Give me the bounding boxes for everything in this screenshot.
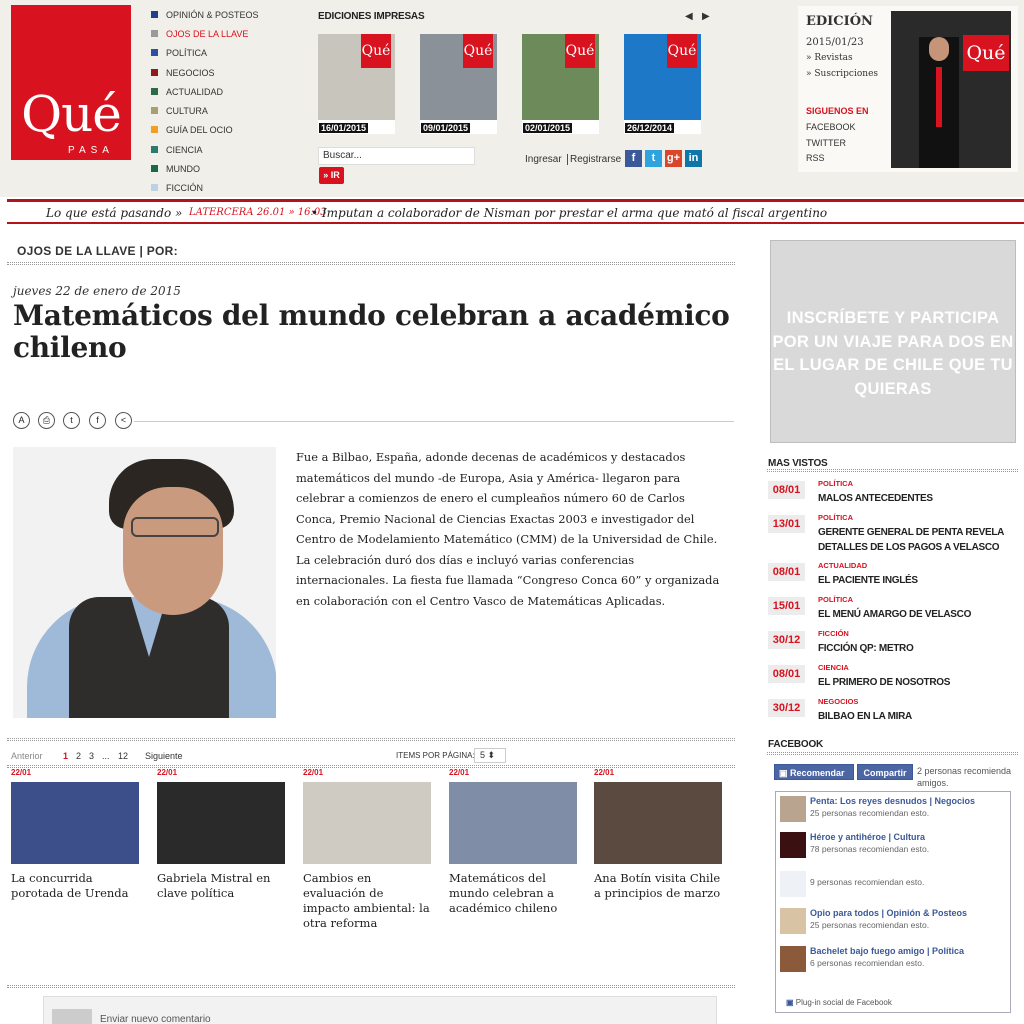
card-image	[303, 782, 431, 864]
fb-item[interactable]	[780, 796, 1010, 826]
related-card[interactable]	[446, 768, 576, 915]
most-viewed-item[interactable]	[768, 665, 1018, 699]
avatar	[52, 1009, 92, 1024]
mv-category: ACTUALIDAD	[818, 561, 868, 570]
recommend-button[interactable]	[774, 764, 854, 780]
divider	[7, 985, 735, 988]
cover-face	[929, 37, 949, 61]
nav-item[interactable]	[151, 6, 281, 23]
card-image	[157, 782, 285, 864]
comment-box[interactable]	[43, 996, 717, 1024]
cover-brand: Qué	[963, 35, 1009, 71]
card-image	[11, 782, 139, 864]
nav-item[interactable]	[151, 44, 281, 61]
que-pasa-logo[interactable]	[11, 5, 131, 160]
siguenos-label: SIGUENOS EN	[806, 106, 869, 116]
card-caption: La concurrida porotada de Urenda	[11, 871, 129, 900]
divider	[7, 262, 735, 265]
most-viewed-item[interactable]	[768, 699, 1018, 733]
cover-tie	[936, 67, 942, 127]
nav-bullet-icon	[151, 107, 158, 114]
nav-bullet-icon	[151, 165, 158, 172]
twitter-share-icon[interactable]: t	[63, 412, 80, 429]
mv-date: 15/01	[768, 597, 805, 615]
card-caption: Matemáticos del mundo celebran a académico chileno	[449, 871, 558, 915]
fb-item[interactable]	[780, 908, 1010, 938]
nav-bullet-icon	[151, 184, 158, 191]
nav-label: MUNDO	[166, 163, 200, 174]
card-date: 22/01	[303, 768, 324, 777]
related-card[interactable]	[154, 768, 284, 900]
facebook-plugin-footer[interactable]	[786, 998, 892, 1007]
nav-bullet-icon	[151, 126, 158, 133]
nav-label: CULTURA	[166, 105, 208, 116]
fb-count: 78 personas recomiendan esto.	[810, 844, 930, 854]
mv-title: EL PRIMERO DE NOSOTROS	[818, 677, 951, 688]
search-input[interactable]: Buscar...	[318, 147, 475, 165]
ad-text: INSCRÍBETE Y PARTICIPA POR UN VIAJE PARA DOS EN EL LUGAR DE CHILE QUE TU QUIERAS	[772, 309, 1014, 398]
mv-title: EL MENÚ AMARGO DE VELASCO	[818, 609, 972, 620]
fb-footer-label: Plug-in social de Facebook	[795, 998, 892, 1007]
mv-category: FICCIÓN	[818, 629, 849, 638]
most-viewed-item[interactable]	[768, 563, 1018, 597]
article-date: jueves 22 de enero de 2015	[13, 284, 181, 298]
revistas-link[interactable]: » Revistas	[806, 53, 853, 63]
nav-item[interactable]	[151, 160, 281, 177]
cover-brand: Qué	[667, 34, 697, 68]
nav-bullet-icon	[151, 30, 158, 37]
items-per-page-label: ITEMS POR PÁGINA:	[396, 751, 475, 760]
fb-item[interactable]	[780, 871, 1010, 901]
related-card[interactable]	[591, 768, 721, 900]
font-size-icon[interactable]: A	[13, 412, 30, 429]
mv-title: GERENTE GENERAL DE PENTA REVELA DETALLES DE LOS PAGOS A VELASCO	[818, 527, 1004, 553]
nav-item[interactable]	[151, 179, 281, 196]
ediciones-impresas-title: EDICIONES IMPRESAS	[318, 11, 425, 22]
items-per-page-select[interactable]: 5 ⬍	[474, 748, 506, 763]
mv-date: 08/01	[768, 481, 805, 499]
fb-thumb	[780, 946, 806, 972]
ticker-source[interactable]: LATERCERA 26.01 » 16:03	[189, 207, 327, 218]
fb-thumb	[780, 796, 806, 822]
twitter-icon[interactable]: t	[645, 150, 662, 167]
card-date: 22/01	[11, 768, 32, 777]
pager-page-2[interactable]: 2	[76, 751, 82, 761]
nav-label: CIENCIA	[166, 144, 203, 155]
fb-item[interactable]	[780, 832, 1010, 862]
ticker-divider	[7, 222, 1024, 224]
fb-count: 25 personas recomiendan esto.	[810, 808, 930, 818]
divider	[7, 738, 735, 741]
current-edition-cover[interactable]	[891, 11, 1011, 168]
comment-label: Enviar nuevo comentario	[100, 1014, 211, 1024]
prev-arrow-icon[interactable]: ◀	[685, 11, 693, 22]
fb-count: 6 personas recomiendan esto.	[810, 958, 925, 968]
section-label: OJOS DE LA LLAVE | POR:	[17, 244, 178, 258]
mv-category: NEGOCIOS	[818, 697, 859, 706]
nav-label: NEGOCIOS	[166, 67, 215, 78]
cover-brand: Qué	[463, 34, 493, 68]
fb-item[interactable]	[780, 946, 1010, 976]
linkedin-icon[interactable]: in	[685, 150, 702, 167]
pager-page-3[interactable]: 3	[89, 751, 95, 761]
edition-cover[interactable]	[624, 34, 701, 134]
edition-title: EDICIÓN	[806, 14, 873, 29]
pager-previous[interactable]: Anterior	[11, 751, 43, 761]
divider	[134, 421, 734, 422]
article-photo	[13, 447, 276, 718]
facebook-share-icon[interactable]: f	[89, 412, 106, 429]
twitter-follow-link[interactable]: TWITTER	[806, 138, 846, 148]
mv-date: 08/01	[768, 665, 805, 683]
nav-label: GUÍA DEL OCIO	[166, 124, 233, 135]
nav-label: FICCIÓN	[166, 182, 203, 193]
mv-category: POLÍTICA	[818, 513, 853, 522]
divider	[767, 469, 1018, 472]
fb-count: 25 personas recomiendan esto.	[810, 920, 930, 930]
card-date: 22/01	[157, 768, 178, 777]
logo-word: Qué	[21, 85, 121, 143]
fb-count: 9 personas recomiendan esto.	[810, 877, 925, 887]
fb-link[interactable]: Héroe y antihéroe | Cultura	[810, 832, 926, 842]
card-caption: Cambios en evaluación de impacto ambiental: la otra reforma	[303, 871, 430, 930]
nav-bullet-icon	[151, 69, 158, 76]
most-viewed-item[interactable]	[768, 631, 1018, 665]
nav-label: POLÍTICA	[166, 47, 208, 58]
ticker-label: Lo que está pasando »	[46, 206, 183, 220]
card-date: 22/01	[449, 768, 470, 777]
mv-category: POLÍTICA	[818, 479, 853, 488]
most-viewed-item[interactable]	[768, 513, 1018, 553]
edition-cover[interactable]	[420, 34, 497, 134]
next-arrow-icon[interactable]: ▶	[702, 11, 710, 22]
pager-next[interactable]: Siguiente	[145, 751, 183, 761]
facebook-follow-link[interactable]: FACEBOOK	[806, 122, 856, 132]
facebook-title: FACEBOOK	[768, 739, 824, 750]
fb-thumb	[780, 908, 806, 934]
card-date: 22/01	[594, 768, 615, 777]
most-viewed-item[interactable]	[768, 481, 1018, 515]
mv-date: 13/01	[768, 515, 805, 533]
nav-label: ACTUALIDAD	[166, 86, 224, 97]
share-icon[interactable]: <	[115, 412, 132, 429]
share-button[interactable]: Compartir	[857, 764, 913, 780]
news-ticker	[7, 199, 1024, 223]
pager-page-12[interactable]: 12	[118, 751, 129, 761]
nav-label: OPINIÓN & POSTEOS	[166, 9, 259, 20]
article-title: Matemáticos del mundo celebran a académico chileno	[13, 299, 730, 364]
nav-bullet-icon	[151, 11, 158, 18]
mv-title: EL PACIENTE INGLÉS	[818, 575, 918, 586]
mv-category: CIENCIA	[818, 663, 849, 672]
article-body: Fue a Bilbao, España, adonde decenas de académicos y destacados matemáticos del mundo -de Europa, Asia y América- llegaron para celebrar a comienzos de enero el cumpleaños número 60 de Carlos Conca, Premio Nacional de Ciencias Exactas 2003 e investigador del Centro de Modelamiento Matemático (CMM) de la Universidad de Chile. La celebración duró dos días e incluyó varias conferencias internacionales. La fiesta fue llamada “Congreso Conca 60” y organizada en colaboración con el Centro Vasco de Matemáticas Aplicadas.	[296, 450, 720, 608]
cover-date: 09/01/2015	[423, 123, 469, 133]
mv-category: POLÍTICA	[818, 595, 853, 604]
login-link[interactable]: Ingresar	[525, 154, 562, 165]
suscripciones-link[interactable]: » Suscripciones	[806, 69, 879, 79]
facebook-icon[interactable]: f	[625, 150, 642, 167]
pager-ellipsis: ...	[102, 751, 110, 761]
card-image	[449, 782, 577, 864]
edition-cover[interactable]	[522, 34, 599, 134]
nav-item[interactable]	[151, 141, 281, 158]
googleplus-icon[interactable]: g+	[665, 150, 682, 167]
register-link[interactable]: Registrarse	[567, 154, 621, 165]
edition-cover[interactable]	[318, 34, 395, 134]
pager-page-1[interactable]: 1	[63, 751, 69, 761]
fb-link[interactable]: Opio para todos | Opinión & Posteos	[810, 908, 968, 918]
facebook-icon: ▣	[779, 768, 791, 778]
nav-bullet-icon	[151, 88, 158, 95]
cover-brand: Qué	[565, 34, 595, 68]
recommend-label: Recomendar	[790, 768, 845, 778]
nav-bullet-icon	[151, 49, 158, 56]
search-button[interactable]: » IR	[319, 167, 344, 184]
nav-item[interactable]	[151, 25, 281, 42]
mv-title: FICCIÓN QP: METRO	[818, 643, 914, 654]
fb-link[interactable]: Penta: Los reyes desnudos | Negocios	[810, 796, 976, 806]
logo-sub: PASA	[68, 145, 114, 156]
cover-date: 26/12/2014	[627, 123, 673, 133]
rss-link[interactable]: RSS	[806, 153, 825, 163]
card-caption: Gabriela Mistral en clave política	[157, 871, 271, 900]
divider	[767, 752, 1018, 755]
fb-recommend-count: 2 personas recomienda amigos.	[917, 766, 1012, 788]
cover-brand: Qué	[361, 34, 391, 68]
cover-date: 02/01/2015	[525, 123, 571, 133]
card-image	[594, 782, 722, 864]
mas-vistos-title: MAS VISTOS	[768, 458, 828, 469]
nav-item[interactable]	[151, 64, 281, 81]
mv-title: BILBAO EN LA MIRA	[818, 711, 912, 722]
mv-date: 30/12	[768, 699, 805, 717]
edition-date: 2015/01/23	[806, 37, 864, 48]
facebook-small-icon: ▣	[786, 998, 796, 1007]
nav-item[interactable]	[151, 121, 281, 138]
mv-date: 08/01	[768, 563, 805, 581]
nav-item[interactable]	[151, 83, 281, 100]
related-card[interactable]	[300, 768, 430, 930]
print-icon[interactable]: ⎙	[38, 412, 55, 429]
fb-thumb	[780, 832, 806, 858]
fb-link[interactable]: Bachelet bajo fuego amigo | Política	[810, 946, 965, 956]
fb-thumb	[780, 871, 806, 897]
cover-date: 16/01/2015	[321, 123, 367, 133]
ticker-headline[interactable]: • Imputan a colaborador de Nisman por prestar el arma que mató al fiscal argentino	[311, 206, 828, 220]
mv-date: 30/12	[768, 631, 805, 649]
mv-title: MALOS ANTECEDENTES	[818, 493, 933, 504]
nav-bullet-icon	[151, 146, 158, 153]
nav-item[interactable]	[151, 102, 281, 119]
card-caption: Ana Botín visita Chile a principios de marzo	[594, 871, 721, 900]
promo-ad[interactable]	[770, 240, 1016, 443]
most-viewed-item[interactable]	[768, 597, 1018, 631]
nav-label: OJOS DE LA LLAVE	[166, 28, 249, 39]
related-card[interactable]	[8, 768, 138, 900]
